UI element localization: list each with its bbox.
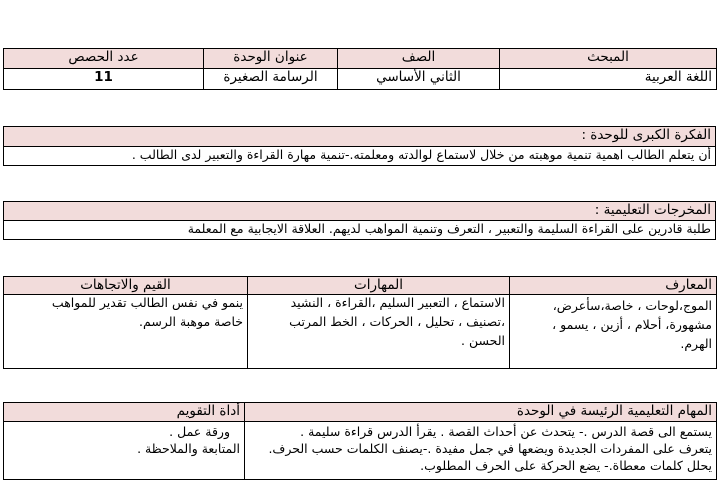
knowledge-header: المعارف [510, 277, 717, 295]
values-header: القيم والاتجاهات [4, 277, 248, 295]
knowledge-line: الهرم. [680, 336, 712, 351]
skills-line: ،تصنيف ، تحليل ، الحركات ، الخط المرتب [289, 314, 505, 329]
tool-line: المتابعة والملاحظة . [137, 441, 240, 456]
task-line: يستمع الى قصة الدرس .- يتحدث عن أحداث القصة . يقرأ الدرس قراءة سليمة . [300, 424, 712, 439]
values-line: ينمو في نفس الطالب تقدير للمواهب [51, 295, 243, 310]
knowledge-cell [510, 295, 717, 369]
tasks-table [3, 402, 717, 480]
grade-value: الثاني الأساسي [338, 69, 500, 90]
big-idea-table [3, 126, 716, 166]
outcomes-title: المخرجات التعليمية : [4, 202, 716, 221]
task-line: يتعرف على المفردات الجديدة ويضعها في جمل مفيدة .-يصنف الكلمات حسب الحرف. [268, 441, 712, 456]
knowledge-line: مشهورة، أحلام ، أزين ، يسمو ، [552, 317, 712, 332]
skills-line: الحسن . [461, 333, 505, 348]
tool-line: ورقة عمل . [169, 424, 230, 439]
main-tasks-cell [245, 422, 717, 480]
periods-header: عدد الحصص [4, 49, 204, 69]
subject-header: المبحث [500, 49, 717, 69]
unit-title-value: الرسامة الصغيرة [204, 69, 338, 90]
values-line: خاصة موهبة الرسم. [139, 314, 243, 329]
assessment-tool-cell [4, 422, 245, 480]
periods-value: 11 [4, 69, 204, 90]
unit-title-header: عنوان الوحدة [204, 49, 338, 69]
outcomes-text: طلبة قادرين على القراءة السليمة والتعبير ، التعرف وتنمية المواهب لديهم. العلاقة الايجابية مع المعلمة [4, 221, 716, 240]
kss-table [3, 276, 717, 369]
big-idea-text: أن يتعلم الطالب اهمية تنمية موهبته من خلال لاستماع لوالدته ومعلمته.-تنمية مهارة القراءة والتعبير لدى الطالب . [4, 147, 716, 166]
knowledge-line: الموج،لوحات ، خاصة،سأعرض، [552, 298, 712, 313]
big-idea-title: الفكرة الكبرى للوحدة : [4, 127, 716, 147]
main-tasks-header: المهام التعليمية الرئيسة في الوحدة [245, 403, 717, 422]
grade-header: الصف [338, 49, 500, 69]
task-line: يحلل كلمات معطاة.- يضع الحركة على الحرف المطلوب. [420, 458, 712, 473]
course-info-table [3, 48, 717, 90]
skills-line: الاستماع ، التعبير السليم ،القراءة ، النشيد [290, 295, 505, 310]
outcomes-table [3, 201, 716, 240]
subject-value: اللغة العربية [500, 69, 717, 90]
skills-cell [248, 295, 510, 369]
values-cell [4, 295, 248, 369]
assessment-tool-header: أداة التقويم [4, 403, 245, 422]
skills-header: المهارات [248, 277, 510, 295]
